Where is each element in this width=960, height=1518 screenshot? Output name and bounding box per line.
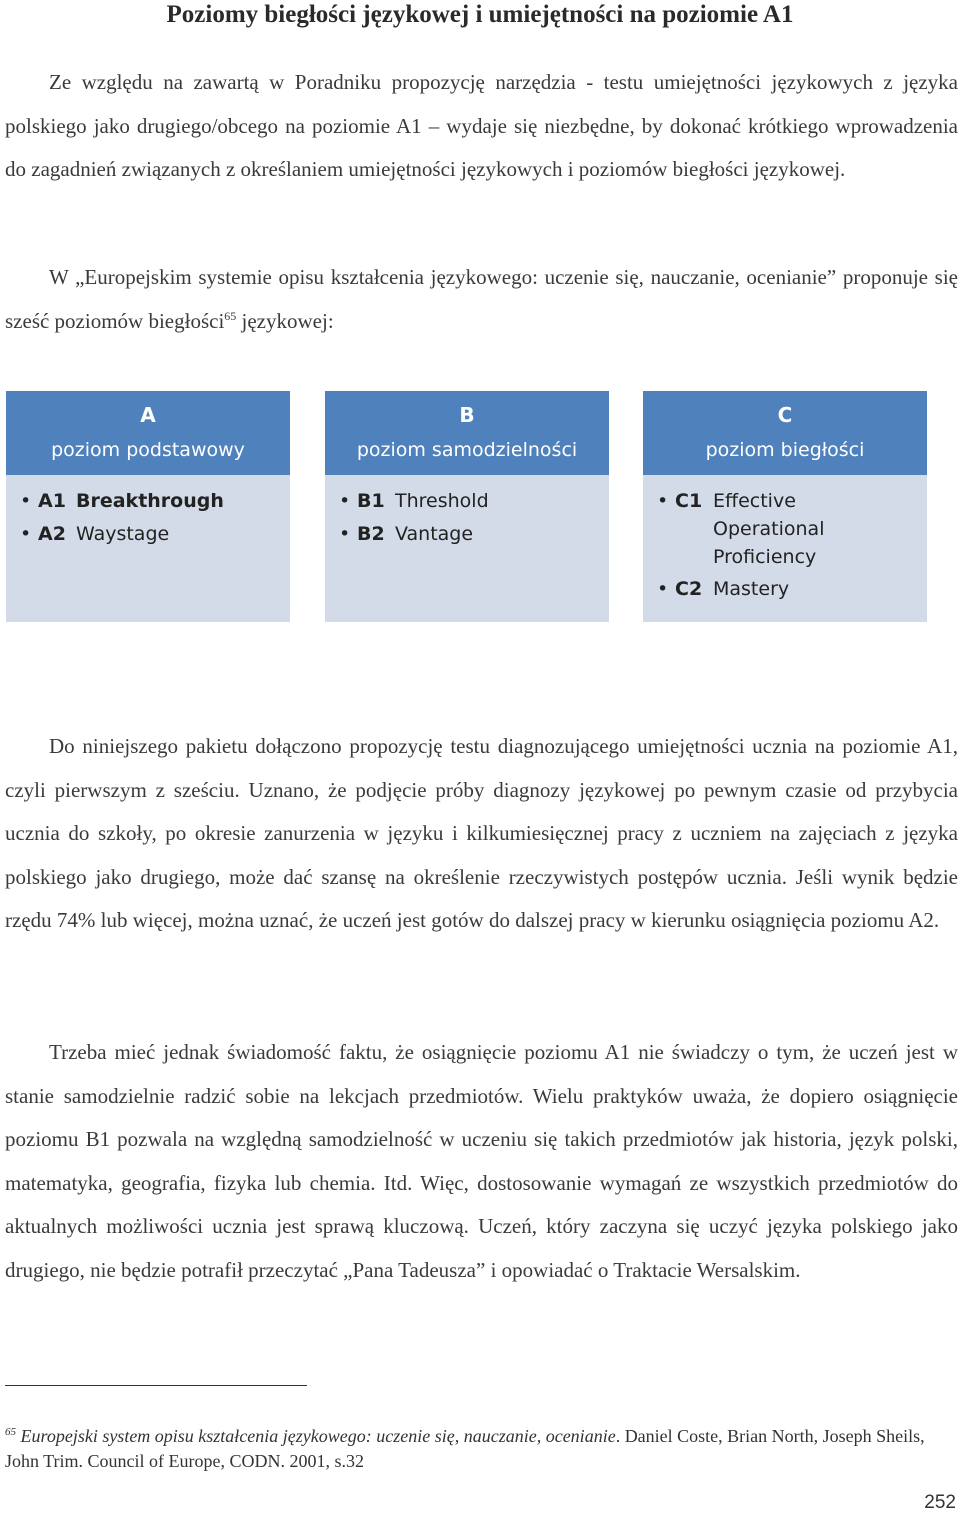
footnote — [5, 1420, 945, 1474]
level-label: Effective Operational Proficiency — [713, 490, 825, 568]
list-item — [339, 520, 489, 549]
level-name: poziom podstawowy — [51, 439, 245, 461]
page-title: Poziomy biegłości językowej i umiejętności na poziomie A1 — [166, 1, 794, 28]
list-item — [20, 487, 224, 516]
footnote-divider — [5, 1385, 307, 1386]
footnote-number: 65 — [5, 1426, 16, 1438]
levels-intro-text: W „Europejskim systemie opisu kształcenia językowego: uczenie się, nauczanie, ocenianie” proponuje się sześć poziomów biegłości — [5, 265, 958, 333]
footnote-ref[interactable]: 65 — [224, 308, 237, 323]
levels-intro-paragraph — [5, 256, 958, 343]
list-item — [20, 520, 224, 549]
level-box-c-header — [643, 391, 927, 475]
level-code: A2 — [38, 523, 66, 545]
intro-paragraph: Ze względu na zawartą w Poradniku propozycję narzędzia - testu umiejętności językowych z języka polskiego jako drugiego/obcego na poziomie A1 – wydaje się niezbędne, by dokonać krótkiego wprowadzenia do zagadnień związanych z określaniem umiejętności językowych i poziomów biegłości językowej. — [5, 70, 958, 182]
level-name: poziom samodzielności — [356, 439, 578, 461]
level-box-a — [6, 391, 290, 622]
level-name: poziom biegłości — [705, 439, 865, 461]
level-label: Waystage — [76, 523, 170, 545]
level-letter: C — [777, 403, 793, 427]
level-code: B2 — [357, 523, 385, 545]
test-description-paragraph: Do niniejszego pakietu dołączono propozycję testu diagnozującego umiejętności ucznia na poziomie A1, czyli pierwszym z sześciu. Uznano, że podjęcie próby diagnozy językowej po pewnym czasie od przybycia ucznia do szkoły, po okresie zanurzenia w języku i kilkumiesięcznej pracy z uczniem na zajęciach z języka polskiego jako drugiego, może dać szansę na określenie rzeczywistych postępów ucznia. Jeśli wynik będzie rzędu 74% lub więcej, można uznać, że uczeń jest gotów do dalszej pracy w kierunku osiągnięcia poziomu A2. — [5, 734, 958, 933]
level-label: Mastery — [713, 578, 790, 600]
level-label: Breakthrough — [76, 490, 224, 512]
levels-intro-tail: językowej: — [236, 308, 334, 333]
footnote-source-details: . Daniel Coste, Brian North, Joseph Sheils, John Trim. Council of Europe, CODN. 2001, s.32 — [5, 1426, 925, 1471]
level-list — [20, 487, 224, 553]
level-list — [339, 487, 489, 553]
list-item — [657, 575, 873, 604]
level-box-b-header — [325, 391, 609, 475]
footnote-source-title: Europejski system opisu kształcenia językowego: uczenie się, nauczanie, ocenianie — [20, 1426, 616, 1446]
awareness-paragraph: Trzeba mieć jednak świadomość faktu, że osiągnięcie poziomu A1 nie świadczy o tym, że uczeń jest w stanie samodzielnie radzić sobie na lekcjach przedmiotów. Wielu praktyków uważa, że dopiero osiągnięcie poziomu B1 pozwala na względną samodzielność w uczeniu się takich przedmiotów jak historia, język polski, matematyka, geografia, fizyka lub chemia. Itd. Więc, dostosowanie wymagań ze wszystkich przedmiotów do aktualnych możliwości ucznia jest sprawą kluczową. Uczeń, który zaczyna się uczyć języka polskiego jako drugiego, nie będzie potrafił przeczytać „Pana Tadeusza” i opowiadać o Traktacie Wersalskim. — [5, 1040, 958, 1282]
level-letter: A — [140, 403, 156, 427]
level-code: C1 — [675, 490, 703, 512]
level-code: B1 — [357, 490, 385, 512]
level-letter: B — [459, 403, 475, 427]
level-code: A1 — [38, 490, 66, 512]
level-label: Vantage — [395, 523, 474, 545]
level-box-b — [325, 391, 609, 622]
level-list — [657, 487, 873, 608]
list-item — [339, 487, 489, 516]
level-box-a-header — [6, 391, 290, 475]
level-box-c — [643, 391, 927, 622]
page-number: 252 — [924, 1492, 956, 1513]
list-item — [657, 487, 873, 571]
level-code: C2 — [675, 578, 703, 600]
level-label: Threshold — [395, 490, 489, 512]
